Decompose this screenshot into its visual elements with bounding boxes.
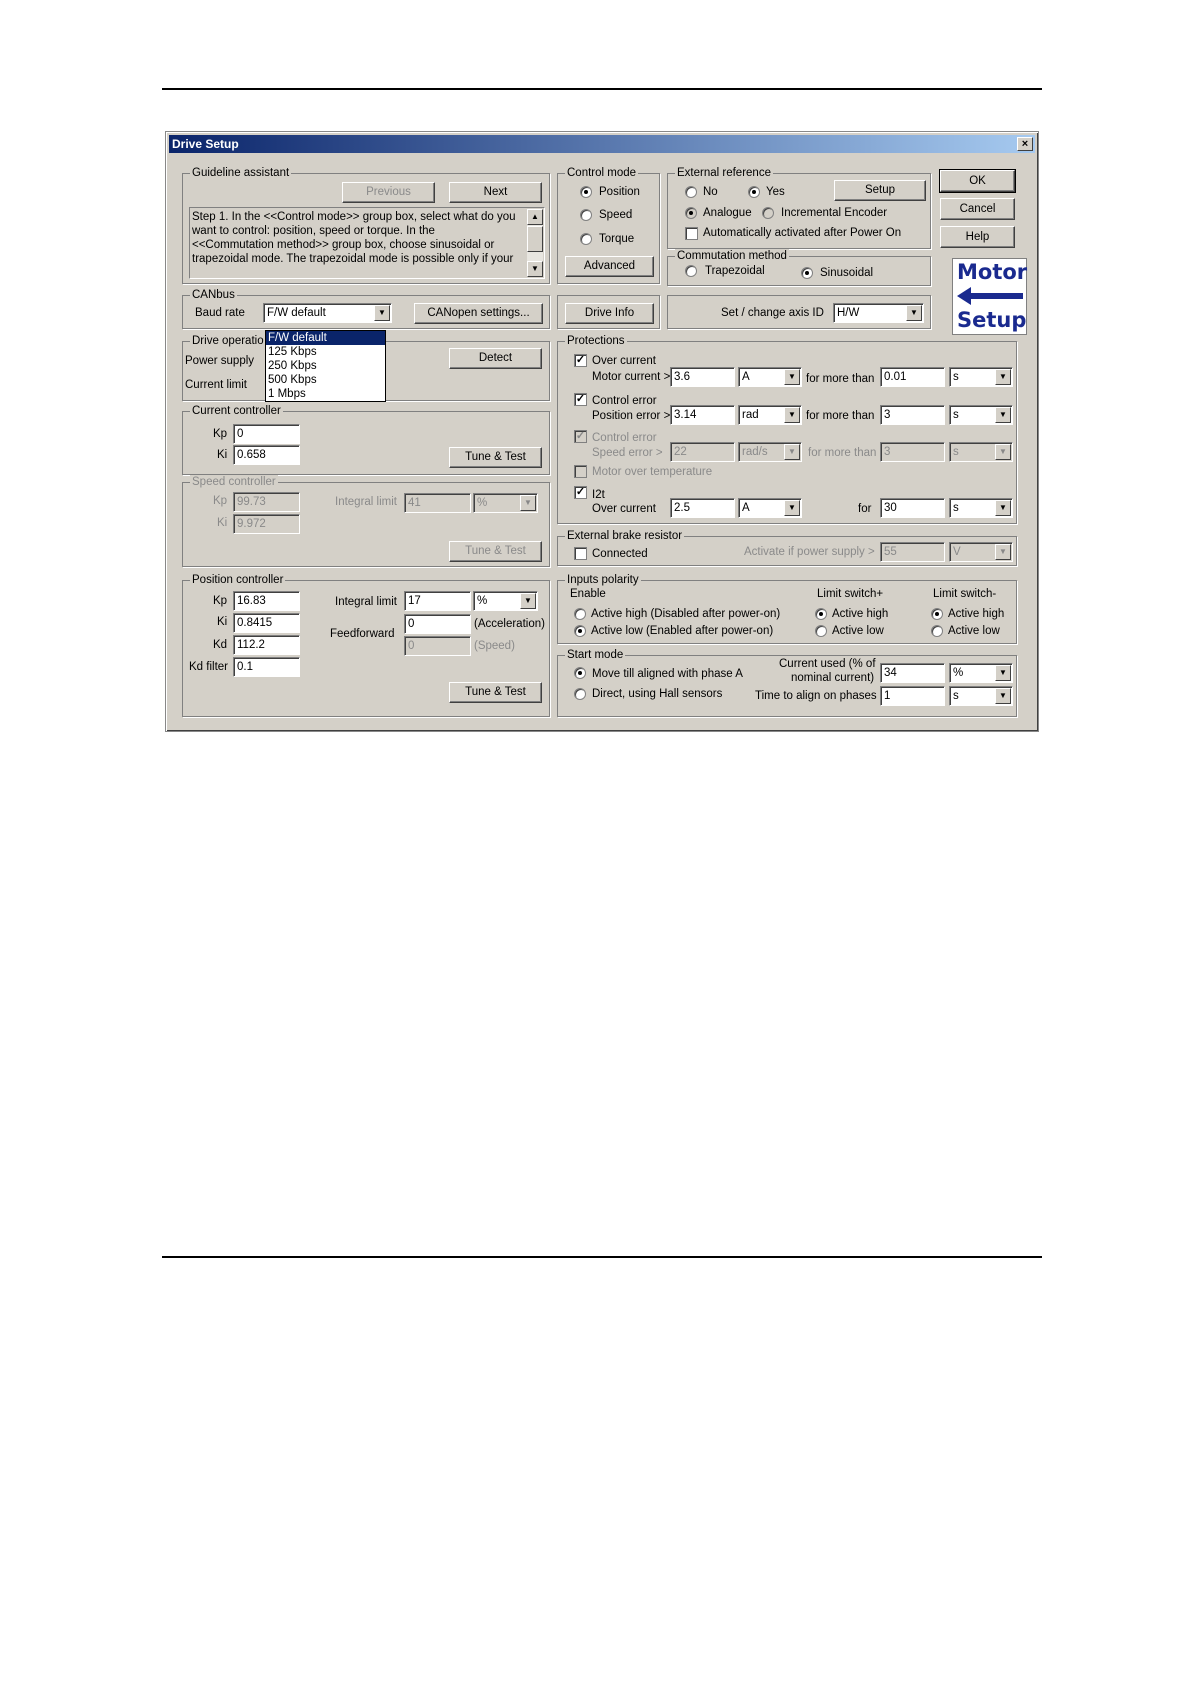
enable-active-high-radio[interactable] [574,608,586,620]
chevron-down-icon[interactable]: ▼ [995,444,1011,460]
enable-active-high-label: Active high (Disabled after power-on) [591,608,781,620]
axis-id-label: Set / change axis ID [721,307,824,319]
current-used-unit-value: % [953,667,964,679]
guideline-legend: Guideline assistant [192,167,290,179]
baud-rate-value: F/W default [267,307,326,319]
speed-error-label: Speed error > [592,447,663,459]
control-mode-legend: Control mode [567,167,637,179]
external-reference-legend: External reference [677,167,771,179]
motor-setup-line2: Setup [957,308,1027,332]
axis-id-value: H/W [837,307,860,319]
axis-id-select[interactable] [833,303,924,323]
position-tune-button[interactable]: Tune & Test [449,682,542,703]
auto-activated-checkbox[interactable] [685,227,698,240]
control-torque-label: Torque [599,233,635,245]
mc-for-more-label: for more than [806,373,875,385]
time-align-unit-select[interactable] [949,686,1013,706]
chevron-down-icon[interactable]: ▼ [784,407,800,423]
chevron-down-icon[interactable]: ▼ [520,495,536,511]
sinusoidal-radio[interactable] [801,267,813,279]
speed-error-unit-value: rad/s [742,446,768,458]
current-ki-label: Ki [217,449,228,461]
guideline-text: Step 1. In the <<Control mode>> group box, select what do you want to control: position, speed or torque. In the <<Commutation method>> group box, choose sinusoidal or trapezoidal mode. The trapezoidal mode is possible only if your [192,211,516,265]
brake-connected-label: Connected [592,548,648,560]
time-align-input[interactable]: 1 [880,686,945,706]
position-controller-legend: Position controller [192,574,284,586]
limit-switch-minus-label: Limit switch- [933,588,997,600]
lsplus-active-low-label: Active low [832,625,884,637]
header-rule [162,88,1042,90]
i2t-time-unit-select[interactable] [949,498,1013,518]
chevron-down-icon[interactable]: ▼ [995,544,1011,560]
position-kd-label: Kd [213,639,228,651]
position-error-unit-select[interactable] [738,405,802,425]
position-kdf-input[interactable]: 0.1 [233,657,300,677]
current-used-unit-select[interactable] [949,663,1013,683]
drive-info-group [557,295,660,329]
i2t-for-label: for [858,503,872,515]
ff-speed-input[interactable]: 0 [404,636,471,656]
commutation-group [667,250,931,286]
position-kp-input[interactable]: 16.83 [233,591,300,611]
i2t-unit-value: A [742,502,750,514]
motor-current-unit-value: A [742,371,750,383]
control-error-speed-checkbox[interactable]: ✓ [575,430,586,442]
detect-button[interactable]: Detect [449,348,542,369]
drive-info-button[interactable]: Drive Info [565,303,654,324]
analogue-label: Analogue [703,207,752,219]
control-mode-group [557,167,660,284]
baud-rate-label: Baud rate [195,307,245,319]
footer-rule [162,1256,1042,1258]
control-speed-label: Speed [599,209,633,221]
enable-active-low-radio[interactable] [574,625,586,637]
baud-option-fw-default[interactable]: F/W default [266,331,385,345]
direct-hall-label: Direct, using Hall sensors [592,688,723,700]
motor-current-unit-select[interactable] [738,367,802,387]
control-error-speed-label: Control error [592,432,657,444]
extref-setup-button[interactable]: Setup [834,180,926,201]
position-error-label: Position error > [592,410,671,422]
commutation-legend: Commutation method [677,250,787,262]
speed-error-unit-select[interactable] [738,442,802,462]
speed-integral-unit-select[interactable] [473,493,538,513]
guideline-scrollbar[interactable] [527,209,543,277]
current-controller-group [182,405,550,475]
over-current-checkbox[interactable]: ✓ [575,354,586,366]
advanced-button[interactable]: Advanced [565,256,654,277]
baud-option-250[interactable]: 250 Kbps [268,360,317,372]
brake-resistor-group [557,530,1017,566]
motor-setup-line1: Motor [957,260,1028,284]
i2t-checkbox[interactable]: ✓ [575,486,586,498]
baud-rate-select[interactable] [263,303,392,323]
chevron-down-icon[interactable]: ▼ [784,500,800,516]
current-tune-button[interactable]: Tune & Test [449,447,542,468]
brake-activate-label: Activate if power supply > [744,546,875,558]
baud-rate-dropdown-list [265,330,386,402]
chevron-down-icon[interactable]: ▼ [906,305,922,321]
control-error-checkbox[interactable]: ✓ [575,393,586,405]
speed-controller-legend: Speed controller [192,476,276,488]
limit-switch-plus-label: Limit switch+ [817,588,884,600]
baud-option-500[interactable]: 500 Kbps [268,374,317,386]
speed-error-input[interactable]: 22 [670,442,735,462]
chevron-down-icon[interactable]: ▼ [995,369,1011,385]
se-time-unit-value: s [953,446,959,458]
position-error-input[interactable]: 3.14 [670,405,735,425]
speed-tune-button[interactable]: Tune & Test [449,541,542,562]
brake-voltage-input[interactable]: 55 [880,542,945,562]
lsminus-active-high-radio[interactable] [931,608,943,620]
window-titlebar [169,135,1035,153]
se-time-unit-select[interactable] [949,442,1013,462]
mc-time-unit-select[interactable] [949,367,1013,387]
inputs-polarity-group [557,574,1017,644]
pe-for-more-label: for more than [806,410,875,422]
scroll-up-icon[interactable]: ▲ [527,209,543,225]
extref-no-label: No [703,186,718,198]
i2t-over-current-label: Over current [592,503,656,515]
i2t-time-unit-value: s [953,502,959,514]
pe-time-unit-select[interactable] [949,405,1013,425]
pe-time-unit-value: s [953,409,959,421]
canopen-settings-button[interactable]: CANopen settings... [414,303,543,324]
speed-integral-unit-value: % [477,497,488,509]
current-kp-label: Kp [213,428,228,440]
i2t-label: I2t [592,489,605,501]
current-limit-label: Current limit [185,379,247,391]
extref-yes-label: Yes [766,186,785,198]
axis-id-group [667,295,931,329]
motor-current-input[interactable]: 3.6 [670,367,735,387]
incremental-encoder-radio[interactable] [762,207,774,219]
position-kd-input[interactable]: 112.2 [233,635,300,655]
motor-current-label: Motor current > [592,371,671,383]
help-button[interactable]: Help [940,226,1015,248]
speed-ki-label: Ki [217,517,228,529]
chevron-down-icon[interactable]: ▼ [784,369,800,385]
incremental-encoder-label: Incremental Encoder [781,207,888,219]
position-error-unit-value: rad [742,409,759,421]
position-ki-label: Ki [217,616,228,628]
guideline-group [182,167,550,284]
scroll-down-icon[interactable]: ▼ [527,261,543,277]
enable-active-low-label: Active low (Enabled after power-on) [591,625,774,637]
current-controller-legend: Current controller [192,405,281,417]
position-integral-unit-value: % [477,595,488,607]
control-speed-radio[interactable] [580,209,592,221]
auto-activated-label: Automatically activated after Power On [703,227,902,239]
canbus-legend: CANbus [192,289,235,301]
time-align-label: Time to align on phases [755,690,877,702]
arrow-left-icon [955,286,1026,306]
analogue-radio[interactable] [685,207,697,219]
position-integral-label: Integral limit [335,596,397,608]
ff-acceleration-input[interactable]: 0 [404,614,471,634]
motor-setup-button[interactable] [952,258,1027,335]
se-for-more-label: for more than [808,447,877,459]
scroll-thumb[interactable] [527,226,543,252]
i2t-unit-select[interactable] [738,498,802,518]
lsplus-active-high-label: Active high [832,608,889,620]
position-kdf-label: Kd filter [189,661,228,673]
ff-acceleration-label: (Acceleration) [474,618,545,630]
speed-kp-label: Kp [213,495,228,507]
feedforward-label: Feedforward [330,628,395,640]
position-ki-input[interactable]: 0.8415 [233,613,300,633]
current-ki-input[interactable]: 0.658 [233,445,300,465]
close-icon[interactable]: × [1017,137,1033,151]
guideline-text-box [189,207,545,279]
start-mode-legend: Start mode [567,649,624,661]
current-used-label: Current used (% of [779,658,876,670]
chevron-down-icon[interactable]: ▼ [995,407,1011,423]
i2t-time-input[interactable]: 30 [880,498,945,518]
chevron-down-icon[interactable]: ▼ [374,305,390,321]
lsminus-active-low-radio[interactable] [931,625,943,637]
speed-kp-input[interactable]: 99.73 [233,492,300,512]
chevron-down-icon[interactable]: ▼ [784,444,800,460]
motor-temp-label: Motor over temperature [592,466,713,478]
brake-connected-checkbox[interactable] [574,547,587,560]
nominal-current-label: nominal current) [791,672,875,684]
cancel-button[interactable]: Cancel [940,198,1015,220]
ok-button[interactable]: OK [940,170,1015,192]
power-supply-label: Power supply [185,355,255,367]
mc-time-input[interactable]: 0.01 [880,367,945,387]
baud-option-125[interactable]: 125 Kbps [268,346,317,358]
position-controller-group [182,574,550,717]
drive-operation-legend: Drive operatio [192,335,264,347]
over-current-label: Over current [592,355,656,367]
chevron-down-icon[interactable]: ▼ [520,593,536,609]
brake-voltage-unit-value: V [953,546,961,558]
control-error-label: Control error [592,395,657,407]
lsplus-active-high-radio[interactable] [815,608,827,620]
brake-voltage-unit-select[interactable] [949,542,1013,562]
motor-temp-checkbox[interactable] [574,465,587,478]
direct-hall-radio[interactable] [574,688,586,700]
speed-integral-input[interactable]: 41 [404,493,471,513]
control-position-label: Position [599,186,640,198]
control-torque-radio[interactable] [580,233,592,245]
trapezoidal-radio[interactable] [685,265,697,277]
speed-integral-label: Integral limit [335,496,397,508]
inputs-polarity-legend: Inputs polarity [567,574,639,586]
previous-button[interactable]: Previous [342,182,435,203]
chevron-down-icon[interactable]: ▼ [995,500,1011,516]
current-kp-input[interactable]: 0 [233,424,300,444]
speed-ki-input[interactable]: 9.972 [233,514,300,534]
se-time-input[interactable]: 3 [880,442,945,462]
i2t-current-input[interactable]: 2.5 [670,498,735,518]
enable-label: Enable [570,588,606,600]
position-kp-label: Kp [213,595,228,607]
next-button[interactable]: Next [449,182,542,203]
window-title: Drive Setup [172,137,239,151]
extref-yes-radio[interactable] [748,186,760,198]
brake-resistor-legend: External brake resistor [567,530,683,542]
pe-time-input[interactable]: 3 [880,405,945,425]
current-used-input[interactable]: 34 [880,663,945,683]
chevron-down-icon[interactable]: ▼ [995,665,1011,681]
speed-controller-group [182,476,550,567]
position-integral-input[interactable]: 17 [404,591,471,611]
lsminus-active-high-label: Active high [948,608,1005,620]
ff-speed-label: (Speed) [474,640,515,652]
lsplus-active-low-radio[interactable] [815,625,827,637]
start-mode-group [557,649,1017,717]
sinusoidal-label: Sinusoidal [820,267,874,279]
move-till-aligned-label: Move till aligned with phase A [592,668,743,680]
chevron-down-icon[interactable]: ▼ [995,688,1011,704]
external-reference-group [667,167,931,249]
trapezoidal-label: Trapezoidal [705,265,765,277]
position-integral-unit-select[interactable] [473,591,538,611]
canbus-group [182,289,550,329]
time-align-unit-value: s [953,690,959,702]
mc-time-unit-value: s [953,371,959,383]
move-till-aligned-radio[interactable] [574,667,586,679]
protections-legend: Protections [567,335,625,347]
protections-group [557,335,1017,524]
lsminus-active-low-label: Active low [948,625,1000,637]
baud-option-1m[interactable]: 1 Mbps [268,388,306,400]
control-position-radio[interactable] [580,186,592,198]
extref-no-radio[interactable] [685,186,697,198]
